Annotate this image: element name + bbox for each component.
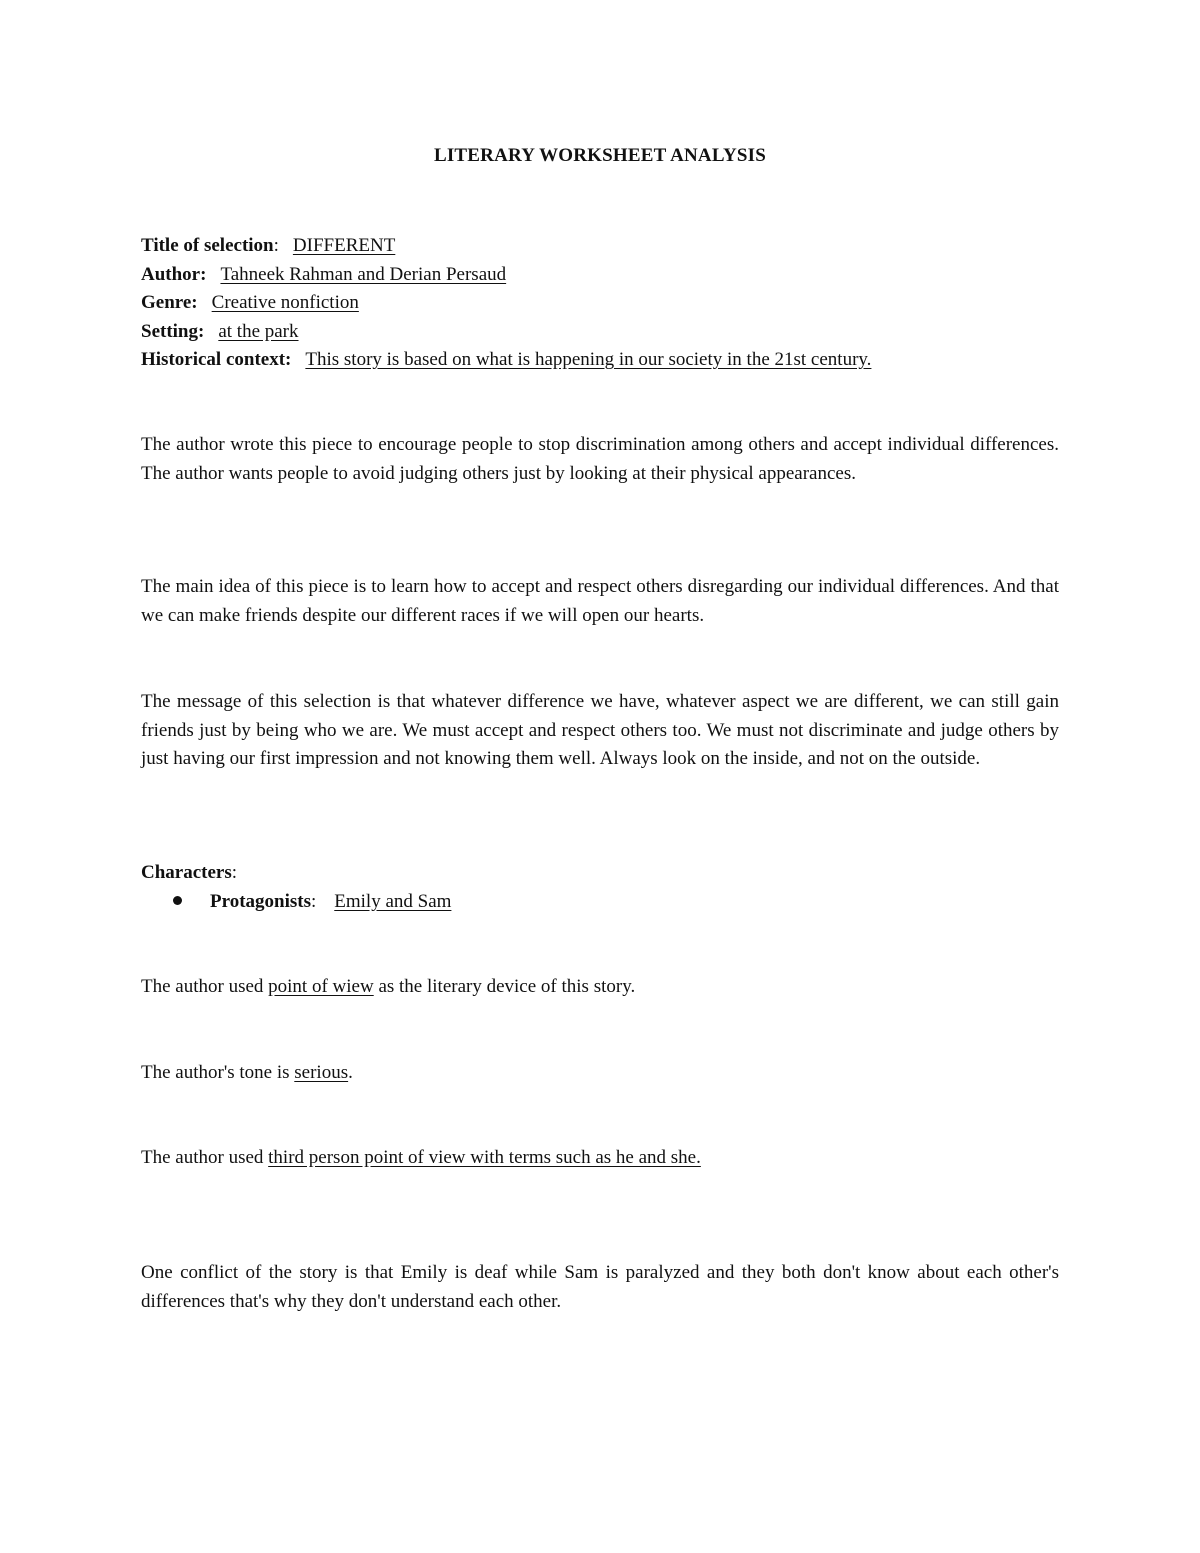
protagonists-value: Emily and Sam: [334, 891, 452, 912]
meta-row-genre: [141, 289, 1061, 318]
characters-heading-colon: :: [231, 862, 238, 883]
purpose-paragraph: The author wrote this piece to encourage people to stop discrimination among others and accept individual differences. The author wants people to avoid judging others just by looking at their physical appearances.: [141, 434, 1059, 484]
tone-value: serious: [294, 1062, 349, 1083]
point-of-view-line: [141, 1144, 1059, 1173]
literary-device-value: point of wiew: [268, 976, 374, 997]
meta-genre-label: Genre:: [141, 292, 198, 313]
meta-author-label: Author:: [141, 263, 207, 285]
meta-genre-value: Creative nonfiction: [211, 292, 359, 313]
meta-setting-label: Setting:: [141, 320, 205, 342]
meta-row-setting: [141, 318, 1061, 347]
characters-heading: [141, 859, 1059, 888]
literary-device-line: [141, 973, 1059, 1002]
selection-metadata: [141, 232, 1061, 375]
literary-device-suffix: as the literary device of this story.: [373, 976, 636, 997]
bullet-icon: [173, 896, 182, 905]
tone-line: [141, 1059, 1059, 1088]
literary-device-prefix: The author used: [141, 976, 269, 997]
point-of-view-prefix: The author used: [141, 1147, 269, 1168]
point-of-view-value: third person point of view with terms such as he and she.: [268, 1147, 701, 1168]
message-paragraph: The message of this selection is that whatever difference we have, whatever aspect we are different, we can still gain friends just by being who we are. We must accept and respect others too. We must not discriminate and judge others by just having our first impression and not knowing them well. Always look on the inside, and not on the outside.: [141, 691, 1059, 769]
meta-title-value: DIFFERENT: [292, 235, 396, 256]
meta-title-label: Title of selection: [141, 235, 274, 256]
meta-row-title: [141, 232, 1061, 261]
meta-title-colon: :: [273, 235, 279, 256]
characters-heading-label: Characters: [141, 862, 232, 883]
meta-setting-value: at the park: [218, 320, 299, 342]
protagonists-label: Protagonists: [210, 891, 311, 912]
meta-context-value: This story is based on what is happening in our society in the 21st century.: [305, 349, 872, 370]
protagonists-list-item: [173, 888, 451, 917]
meta-context-label: Historical context:: [141, 349, 292, 370]
tone-prefix: The author's tone is: [141, 1062, 295, 1083]
meta-author-value: Tahneek Rahman and Derian Persaud: [220, 263, 507, 285]
main-idea-paragraph: The main idea of this piece is to learn how to accept and respect others disregarding our individual differences. And that we can make friends despite our different races if we will open our hearts.: [141, 576, 1059, 626]
meta-row-context: [141, 346, 1061, 375]
meta-row-author: [141, 261, 1061, 290]
conflict-paragraph: One conflict of the story is that Emily is deaf while Sam is paralyzed and they both don't know about each other's differences that's why they don't understand each other.: [141, 1262, 1059, 1312]
tone-suffix: .: [348, 1062, 353, 1083]
protagonists-colon: :: [310, 891, 317, 912]
page-title: LITERARY WORKSHEET ANALYSIS: [433, 145, 767, 166]
